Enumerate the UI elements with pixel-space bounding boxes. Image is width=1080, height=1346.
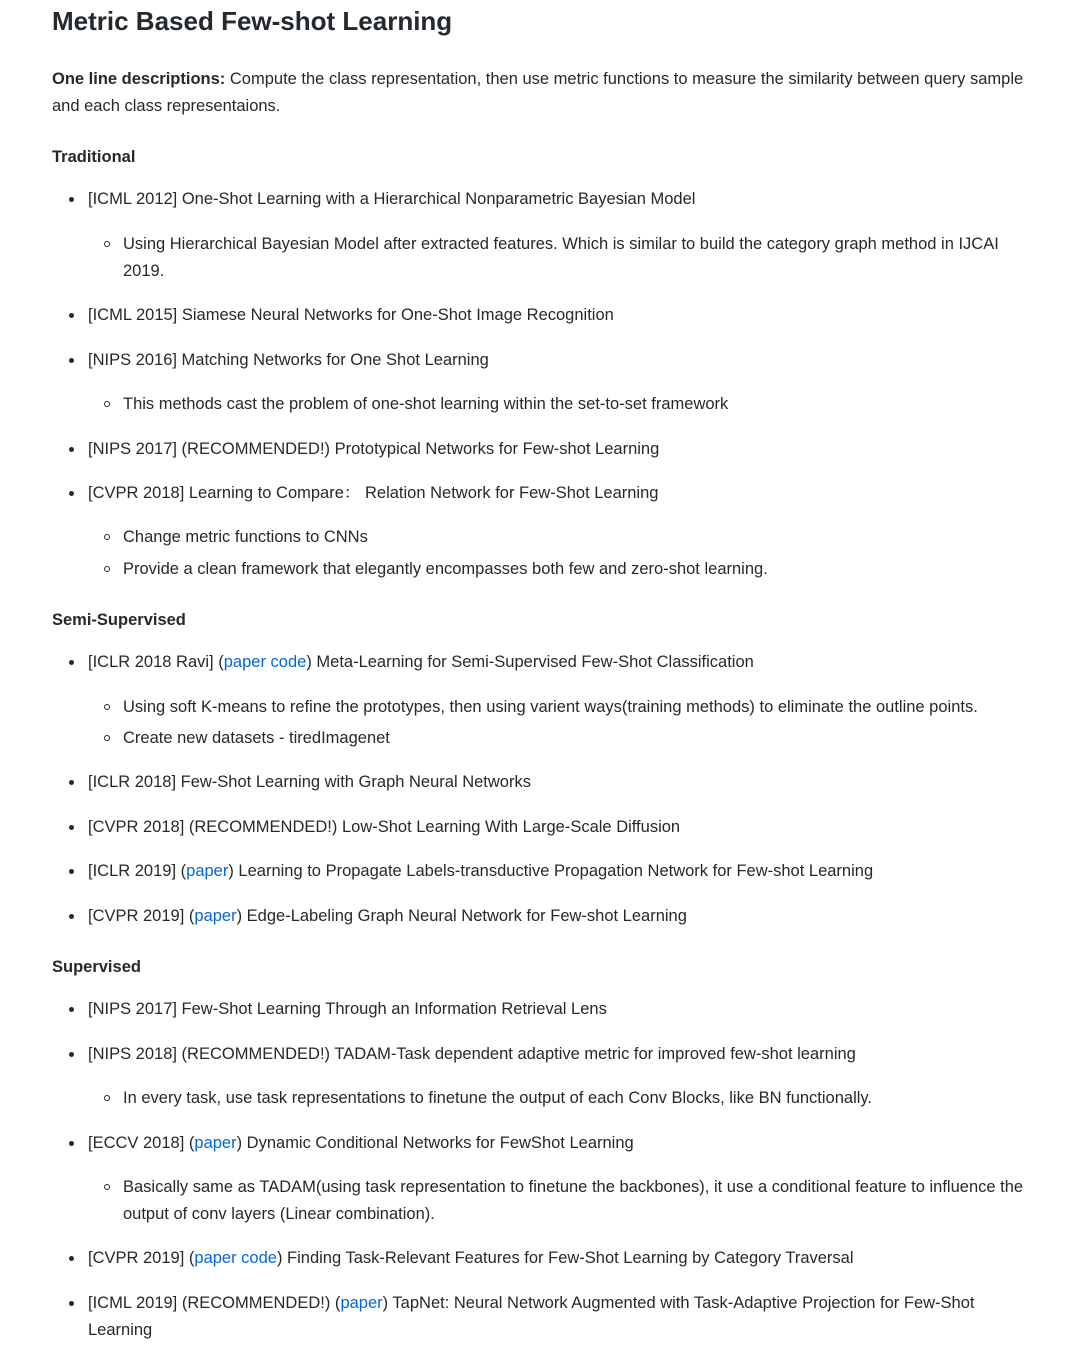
item-prefix: [ICLR 2019] ( — [88, 862, 187, 880]
description-text: Compute the class representation, then use metric functions to measure the similarity between query sample and each class representaions. — [52, 70, 1024, 115]
sub-list-item: Basically same as TADAM(using task representation to finetune the backbones), it use a conditional feature to influence the output of conv layers (Linear combination). — [123, 1174, 1038, 1228]
list-item: [NIPS 2017] (RECOMMENDED!) Prototypical Networks for Few-shot Learning — [88, 436, 1038, 463]
sub-list-item: Create new datasets - tiredImagenet — [123, 725, 1038, 752]
list-item — [88, 1130, 1038, 1157]
item-suffix: ) Learning to Propagate Labels-transductive Propagation Network for Few-shot Learning — [228, 862, 874, 880]
list-item — [88, 903, 1038, 930]
paper-code-link[interactable]: paper code — [223, 653, 307, 671]
sub-list-item: Provide a clean framework that elegantly encompasses both few and zero-shot learning. — [123, 556, 1038, 583]
list-item: [NIPS 2018] (RECOMMENDED!) TADAM-Task dependent adaptive metric for improved few-shot learning — [88, 1041, 1038, 1068]
sub-list-item: Change metric functions to CNNs — [123, 524, 1038, 551]
section-heading-semi-supervised: Semi-Supervised — [52, 611, 186, 629]
paper-link[interactable]: paper — [194, 1134, 237, 1152]
list-item: [NIPS 2016] Matching Networks for One Shot Learning — [88, 347, 1038, 374]
section-heading-traditional: Traditional — [52, 148, 136, 166]
page-title: Metric Based Few-shot Learning — [52, 6, 453, 36]
list-item — [88, 649, 1038, 676]
item-prefix: [CVPR 2019] ( — [88, 1249, 195, 1267]
item-suffix: ) Meta-Learning for Semi-Supervised Few-Shot Classification — [306, 653, 754, 671]
item-prefix: [CVPR 2019] ( — [88, 907, 195, 925]
list-item — [88, 1290, 1038, 1344]
list-item: [CVPR 2018] Learning to Compare： Relation Network for Few-Shot Learning — [88, 480, 1038, 507]
item-prefix: [ECCV 2018] ( — [88, 1134, 195, 1152]
description — [52, 66, 1032, 120]
sub-list-item: Using soft K-means to refine the prototypes, then using varient ways(training methods) to eliminate the outline points. — [123, 694, 1038, 721]
list-item — [88, 858, 1038, 885]
sub-list-item: Using Hierarchical Bayesian Model after extracted features. Which is similar to build the category graph method in IJCAI 2019. — [123, 231, 1038, 285]
list-item — [88, 1245, 1038, 1272]
item-prefix: [ICML 2019] (RECOMMENDED!) ( — [88, 1294, 341, 1312]
item-suffix: ) Dynamic Conditional Networks for FewShot Learning — [236, 1134, 634, 1152]
paper-link[interactable]: paper — [194, 907, 237, 925]
paper-link[interactable]: paper — [340, 1294, 383, 1312]
list-item: [ICLR 2018] Few-Shot Learning with Graph Neural Networks — [88, 769, 1038, 796]
item-suffix: ) Finding Task-Relevant Features for Few-Shot Learning by Category Traversal — [276, 1249, 854, 1267]
sub-list-item: This methods cast the problem of one-shot learning within the set-to-set framework — [123, 391, 1038, 418]
paper-code-link[interactable]: paper code — [194, 1249, 277, 1267]
list-item: [ICML 2015] Siamese Neural Networks for One-Shot Image Recognition — [88, 302, 1038, 329]
item-suffix: ) Edge-Labeling Graph Neural Network for Few-shot Learning — [236, 907, 687, 925]
paper-link[interactable]: paper — [186, 862, 229, 880]
section-heading-supervised: Supervised — [52, 958, 141, 976]
item-suffix: ) TapNet: Neural Network Augmented with Task-Adaptive Projection for Few-Shot Learning — [88, 1294, 975, 1339]
item-prefix: [ICLR 2018 Ravi] ( — [88, 653, 224, 671]
sub-list-item: In every task, use task representations to finetune the output of each Conv Blocks, like BN functionally. — [123, 1085, 1038, 1112]
list-item: [ICML 2012] One-Shot Learning with a Hierarchical Nonparametric Bayesian Model — [88, 186, 1038, 213]
description-label: One line descriptions: — [52, 70, 226, 88]
list-item: [NIPS 2017] Few-Shot Learning Through an Information Retrieval Lens — [88, 996, 1038, 1023]
list-item: [CVPR 2018] (RECOMMENDED!) Low-Shot Learning With Large-Scale Diffusion — [88, 814, 1038, 841]
